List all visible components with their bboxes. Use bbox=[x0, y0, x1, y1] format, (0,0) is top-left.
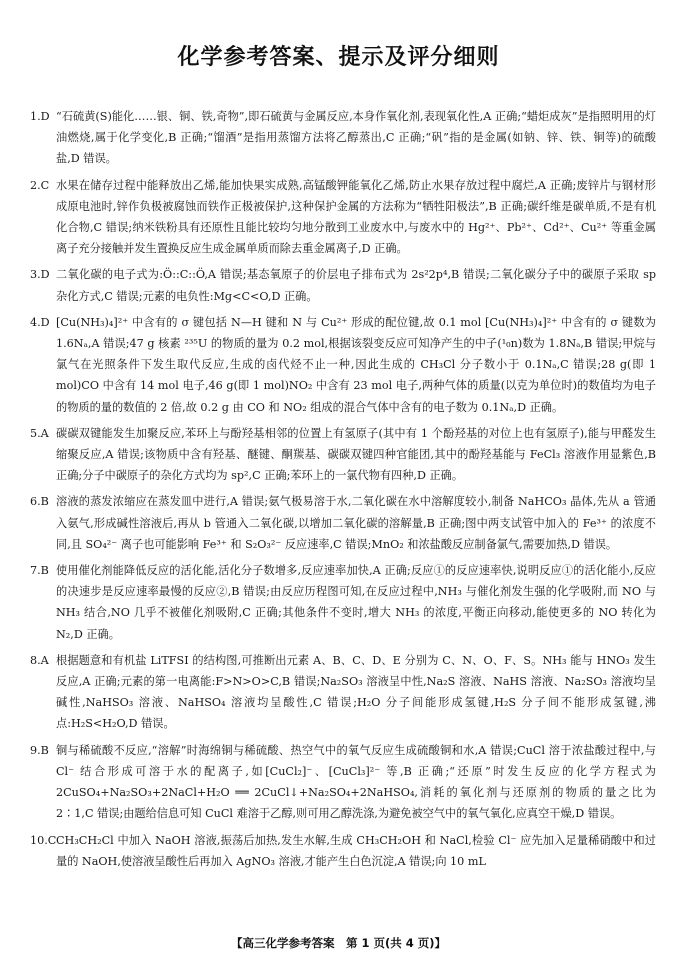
answer-item bbox=[30, 264, 656, 306]
answer-number: 1.D bbox=[30, 110, 50, 123]
answer-number: 7.B bbox=[30, 564, 49, 578]
answer-explanation: “石硫黄(S)能化……银、铜、铁,奇物”,即石硫黄与金属反应,本身作氧化剂,表现氧化性,A 正确;“蜡炬成灰”是指照明用的灯油燃烧,属于化学变化,B 正确;“馏酒”是指用蒸馏方法将乙醇蒸出,C 正确;“矾”指的是金属(如钠、锌、铁、铜等)的硫酸盐,D 错误。 bbox=[56, 110, 656, 166]
answer-item bbox=[30, 423, 656, 487]
answer-list bbox=[30, 106, 656, 877]
page-footer: 【高三化学参考答案 第 1 页(共 4 页)】 bbox=[230, 936, 447, 950]
answer-explanation: 根据题意和有机盐 LiTFSI 的结构图,可推断出元素 A、B、C、D、E 分别为 C、N、O、F、S。NH₃ 能与 HNO₃ 发生反应,A 正确;元素的第一电离能:F>N>O>C,B 错误;Na₂SO₃ 溶液呈中性,Na₂S 溶液、NaHS 溶液、Na₂SO₃ 溶液均呈碱性,NaHSO₃ 溶液、NaHSO₄ 溶液均呈酸性,C 错误;H₂O 分子间能形成氢键,H₂S 分子间不能形成氢键,沸点:H₂S<H₂O,D 错误。 bbox=[56, 653, 656, 731]
answer-number: 2.C bbox=[30, 178, 50, 192]
answer-item bbox=[30, 560, 656, 645]
answer-explanation: 铜与稀硫酸不反应,“溶解”时海绵铜与稀硫酸、热空气中的氧气反应生成硫酸铜和水,A 错误;CuCl 溶于浓盐酸过程中,与 Cl⁻ 结合形成可溶于水的配离子,如[CuCl₂]⁻、[CuCl₃]²⁻ 等,B 正确;“还原”时发生反应的化学方程式为 2CuSO₄+Na₂SO₃+2NaCl+H₂O ══ 2CuCl↓+Na₂SO₄+2NaHSO₄,消耗的氧化剂与还原剂的物质的量之比为 2∶1,C 错误;由题给信息可知 CuCl 难溶于乙醇,则可用乙醇洗涤,为避免被空气中的氧气氧化,应真空干燥,D 错误。 bbox=[56, 743, 656, 821]
answer-explanation: 水果在储存过程中能释放出乙烯,能加快果实成熟,高锰酸钾能氧化乙烯,防止水果存放过程中腐烂,A 正确;废锌片与钢材形成原电池时,锌作负极被腐蚀而铁作正极被保护,这种保护金属的方法称为“牺牲阳极法”,B 正确;碳纤维是碳单质,不是有机化合物,C 错误;纳米铁粉具有还原性且能比较均匀地分散到工业废水中,与废水中的 Hg²⁺、Pb²⁺、Cd²⁺、Cu²⁺ 等重金属离子充分接触并发生置换反应生成金属单质而除去重金属离子,D 正确。 bbox=[56, 178, 656, 256]
answer-explanation: 溶液的蒸发浓缩应在蒸发皿中进行,A 错误;氨气极易溶于水,二氧化碳在水中溶解度较小,制备 NaHCO₃ 晶体,先从 a 管通入氨气,形成碱性溶液后,再从 b 管通入二氧化碳,以增加二氧化碳的溶解量,B 正确;图中两支试管中加入的 Fe³⁺ 的浓度不同,且 SO₄²⁻ 离子也可能影响 Fe³⁺ 和 S₂O₃²⁻ 反应速率,C 错误;MnO₂ 和浓盐酸反应制备氯气,需要加热,D 错误。 bbox=[56, 495, 656, 551]
answer-number: 5.A bbox=[30, 426, 49, 440]
answer-number: 6.B bbox=[30, 495, 49, 509]
answer-number: 9.B bbox=[30, 743, 49, 757]
answer-explanation: 碳碳双键能发生加聚反应,苯环上与酚羟基相邻的位置上有氢原子(其中有 1 个酚羟基的对位上也有氢原子),能与甲醛发生缩聚反应,A 错误;该物质中含有羟基、醚键、酮羰基、碳碳双键四种官能团,其中的酚羟基能与 FeCl₃ 溶液作用显紫色,B 正确;分子中碳原子的杂化方式均为 sp²,C 正确;苯环上的一氯代物有四种,D 正确。 bbox=[56, 426, 656, 483]
answer-number: 10.C bbox=[30, 833, 57, 847]
page-title: 化学参考答案、提示及评分细则 bbox=[177, 45, 500, 70]
answer-item bbox=[30, 175, 656, 260]
answer-item bbox=[30, 830, 656, 872]
answer-explanation: [Cu(NH₃)₄]²⁺ 中含有的 σ 键包括 N—H 键和 N 与 Cu²⁺ 形成的配位键,故 0.1 mol [Cu(NH₃)₄]²⁺ 中含有的 σ 键数为 1.6Nₐ,A 错误;47 g 核素 ²³⁵U 的物质的量为 0.2 mol,根据该裂变反应可知净产生的中子(¹₀n)数为 1.8Nₐ,B 错误;甲烷与氯气在光照条件下发生取代反应,生成的卤代烃不止一种,因此生成的 CH₃Cl 分子数小于 0.1Nₐ,C 错误;28 g(即 1 mol)CO 中含有 14 mol 电子,46 g(即 1 mol)NO₂ 中含有 23 mol 电子,两种气体的质量(以克为单位时)的数值均为电子的物质的量的数值的 2 倍,故 0.2 g 由 CO 和 NO₂ 组成的混合气体中含有的电子数为 0.1Nₐ,D 正确。 bbox=[56, 315, 656, 414]
answer-explanation: CH₃CH₂Cl 中加入 NaOH 溶液,振荡后加热,发生水解,生成 CH₃CH₂OH 和 NaCl,检验 Cl⁻ 应先加入足量稀硝酸中和过量的 NaOH,使溶液呈酸性后再加入 AgNO₃ 溶液,才能产生白色沉淀,A 错误;向 10 mL bbox=[56, 833, 656, 868]
answer-number: 4.D bbox=[30, 315, 50, 329]
answer-explanation: 使用催化剂能降低反应的活化能,活化分子数增多,反应速率加快,A 正确;反应①的反应速率快,说明反应①的活化能小,反应的决速步是反应速率最慢的反应②,B 错误;由反应历程图可知,在反应过程中,NH₃ 与催化剂发生强的化学吸附,而 NO 与 NH₃ 结合,NO 几乎不被催化剂吸附,C 正确;其他条件不变时,增大 NH₃ 的浓度,平衡正向移动,能使更多的 NO 转化为 N₂,D 正确。 bbox=[56, 564, 656, 641]
answer-item bbox=[30, 650, 656, 735]
answer-number: 8.A bbox=[30, 653, 49, 667]
answer-number: 3.D bbox=[30, 268, 50, 282]
answer-item bbox=[30, 106, 656, 170]
answer-item bbox=[30, 312, 656, 418]
answer-item bbox=[30, 491, 656, 555]
answer-explanation: 二氧化碳的电子式为:Ö::C::Ö,A 错误;基态氧原子的价层电子排布式为 2s²2p⁴,B 错误;二氧化碳分子中的碳原子采取 sp 杂化方式,C 错误;元素的电负性:Mg<C<O,D 正确。 bbox=[56, 268, 656, 303]
answer-item bbox=[30, 740, 656, 825]
